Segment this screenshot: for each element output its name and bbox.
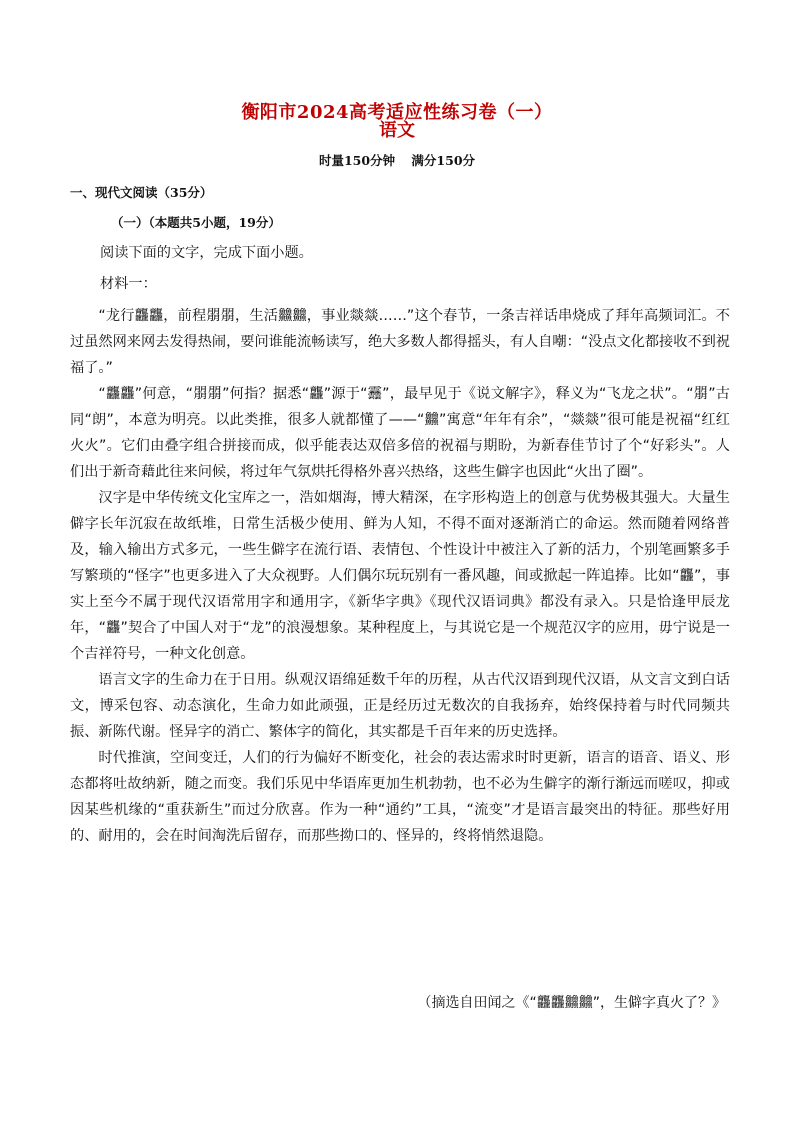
passage	[70, 303, 730, 849]
time-limit: 时量150分钟	[318, 153, 396, 168]
material-label: 材料一：	[100, 276, 157, 292]
paragraph: 语言文字的生命力在于日用。纵观汉语绵延数千年的历程，从古代汉语到现代汉语，从文言文到白话文，博采包容、动态演化，生命力如此顽强，正是经历过无数次的自我扬弃，始终保持着与时代同频共振、新陈代谢。怪异字的消亡、繁体字的简化，其实都是千百年来的历史选择。	[70, 672, 730, 740]
full-score: 满分150分	[411, 153, 476, 168]
paragraph: “龘龘”何意，“朤朤”何指？据悉“龘”源于“䨺”，最早见于《说文解字》，释义为“飞龙之状”。“朤”古同“朗”，本意为明亮。以此类推，很多人就都懂了——“䲜”寓意“年年有余”，“燚燚”很可能是祝福“红红火火”。它们由叠字组合拼接而成，似乎能表达双倍多倍的祝福与期盼，为新春佳节讨了个“好彩头”。人们出于新奇藉此往来问候，将过年气氛烘托得格外喜兴热络，这些生僻字也因此“火出了圈”。	[70, 386, 730, 480]
paragraph: 汉字是中华传统文化宝库之一，浩如烟海，博大精深，在字形构造上的创意与优势极其强大。大量生僻字长年沉寂在故纸堆，日常生活极少使用、鲜为人知，不得不面对逐渐消亡的命运。然而随着网络普及，输入输出方式多元，一些生僻字在流行语、表情包、个性设计中被注入了新的活力，个别笔画繁多手写繁琐的“怪字”也更多进入了大众视野。人们偶尔玩玩别有一番风趣，间或掀起一阵追捧。比如“龘”，事实上至今不属于现代汉语常用字和通用字，《新华字典》《现代汉语词典》都没有录入。只是恰逢甲辰龙年，“龘”契合了中国人对于“龙”的浪漫想象。某种程度上，与其说它是一个规范汉字的应用，毋宁说是一个吉祥符号，一种文化创意。	[70, 490, 730, 662]
section-heading: 一、现代文阅读（35分）	[70, 185, 213, 200]
part-heading: （一）（本题共5小题，19分）	[111, 215, 281, 230]
paragraph: 时代推演，空间变迁，人们的行为偏好不断变化，社会的表达需求时时更新，语言的语音、语义、形态都将吐故纳新，随之而变。我们乐见中华语库更加生机勃勃，也不必为生僻字的渐行渐远而嗟叹，抑或因某些机缘的“重获新生”而过分欣喜。作为一种“通约”工具，“流变”才是语言最突出的特征。那些好用的、耐用的，会在时间淘洗后留存，而那些拗口的、怪异的，终将悄然退隐。	[70, 750, 730, 844]
instruction-text: 阅读下面的文字，完成下面小题。	[100, 245, 313, 261]
paragraph: “龙行龘龘，前程朤朤，生活䲜䲜，事业燚燚……”这个春节，一条吉祥话串烧成了拜年高频词汇。不过虽然网来网去发得热闹，要问谁能流畅读写，绝大多数人都得摇头，有人自嘲：“没点文化都接收不到祝福了。”	[70, 308, 730, 376]
exam-meta	[0, 151, 794, 169]
subject-title: 语文	[379, 120, 415, 141]
source-citation: （摘选自田闻之《“龘龘䲜䲜”，生僻字真火了？》	[417, 995, 726, 1011]
exam-title: 衡阳市2024高考适应性练习卷（一）	[241, 102, 553, 123]
